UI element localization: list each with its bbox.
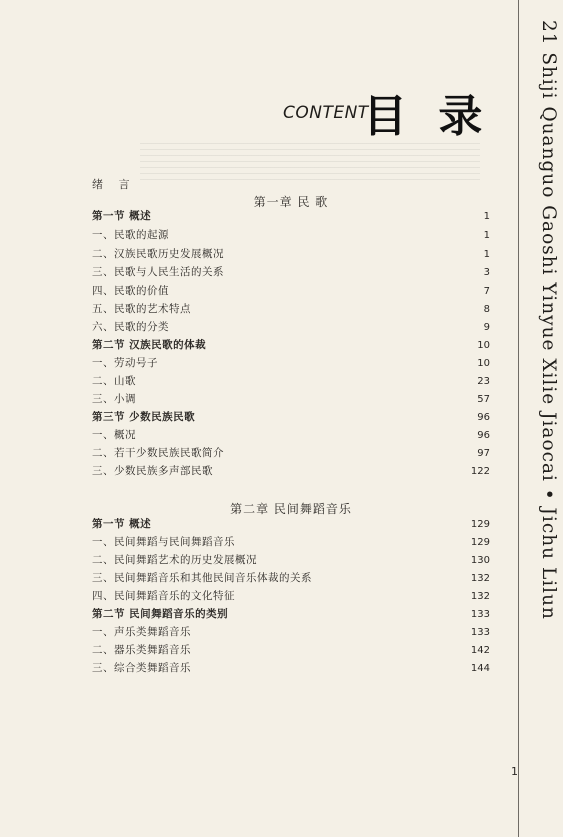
leader-dots: [155, 209, 480, 219]
content-label: CONTENT: [283, 103, 369, 123]
leader-dots: [140, 428, 474, 438]
toc-row-page: 96: [477, 430, 490, 441]
toc-row-label: 四、民间舞蹈音乐的文化特征: [92, 590, 235, 602]
toc-row[interactable]: [92, 265, 490, 279]
toc-row[interactable]: [92, 209, 490, 223]
toc-row[interactable]: [92, 392, 490, 406]
toc-row-label: 二、民间舞蹈艺术的历史发展概况: [92, 554, 257, 566]
toc-row-page: 132: [470, 591, 490, 602]
toc-row-label: 二、山歌: [92, 375, 136, 387]
leader-dots: [173, 320, 481, 330]
toc-row-label: 一、劳动号子: [92, 357, 158, 369]
toc-row-label: 第三节 少数民族民歌: [92, 411, 196, 423]
toc-row-page: 10: [477, 340, 490, 351]
toc-row[interactable]: [92, 284, 490, 298]
leader-dots: [140, 392, 474, 402]
page-number: 1: [511, 765, 518, 778]
toc-row-label: 二、器乐类舞蹈音乐: [92, 644, 191, 656]
toc-row-label: 一、声乐类舞蹈音乐: [92, 626, 191, 638]
toc-row-label: 二、汉族民歌历史发展概况: [92, 248, 224, 260]
leader-dots: [155, 517, 468, 527]
leader-dots: [232, 607, 468, 617]
toc-row[interactable]: [92, 535, 490, 549]
toc-row[interactable]: [92, 517, 490, 531]
toc-row[interactable]: [92, 643, 490, 657]
toc-row[interactable]: [92, 571, 490, 585]
leader-dots: [195, 302, 481, 312]
leader-dots: [228, 446, 474, 456]
toc-row-label: 五、民歌的艺术特点: [92, 303, 191, 315]
toc-row-label: 第一节 概述: [92, 210, 152, 222]
toc-row-page: 1: [483, 211, 490, 222]
toc-row-label: 第二节 民间舞蹈音乐的类别: [92, 608, 229, 620]
leader-dots: [228, 265, 481, 275]
series-title-vertical: 21 Shiji Quanguo Gaoshi Yinyue Xilie Jiaocai • Jichu Lilun: [538, 20, 559, 620]
toc-row-label: 二、若干少数民族民歌简介: [92, 447, 224, 459]
toc-row-page: 8: [483, 304, 490, 315]
toc-row-label: 第一节 概述: [92, 518, 152, 530]
margin-rule: [518, 0, 519, 837]
toc-row[interactable]: [92, 356, 490, 370]
toc-row-label: 四、民歌的价值: [92, 285, 169, 297]
toc-row-page: 142: [470, 645, 490, 656]
leader-dots: [140, 374, 474, 384]
toc-row[interactable]: [92, 625, 490, 639]
toc-row-page: 130: [470, 555, 490, 566]
toc-row-label: 三、小调: [92, 393, 136, 405]
toc-row-page: 1: [483, 230, 490, 241]
leader-dots: [195, 661, 468, 671]
leader-dots: [173, 284, 481, 294]
toc-row-page: 129: [470, 537, 490, 548]
toc-row-label: 一、民间舞蹈与民间舞蹈音乐: [92, 536, 235, 548]
toc-row[interactable]: [92, 228, 490, 242]
toc-row-label: 一、概况: [92, 429, 136, 441]
toc-row-label: 三、少数民族多声部民歌: [92, 465, 213, 477]
toc-row-page: 57: [477, 394, 490, 405]
toc-row-label: 六、民歌的分类: [92, 321, 169, 333]
toc-row-page: 132: [470, 573, 490, 584]
toc-row-label: 三、民歌与人民生活的关系: [92, 266, 224, 278]
toc-row-page: 9: [483, 322, 490, 333]
leader-dots: [261, 553, 468, 563]
toc-row-page: 133: [470, 609, 490, 620]
toc-row[interactable]: [92, 661, 490, 675]
bleed-through-texture: [140, 140, 480, 180]
toc-row[interactable]: [92, 410, 490, 424]
leader-dots: [239, 589, 468, 599]
toc-row-page: 133: [470, 627, 490, 638]
toc-row[interactable]: [92, 320, 490, 334]
toc-row-page: 23: [477, 376, 490, 387]
leader-dots: [217, 464, 468, 474]
leader-dots: [316, 571, 468, 581]
toc-row-page: 122: [470, 466, 490, 477]
toc-row[interactable]: [92, 607, 490, 621]
page-header: [0, 0, 518, 140]
toc-row-page: 7: [483, 286, 490, 297]
toc-row-label: 第二节 汉族民歌的体裁: [92, 339, 207, 351]
toc-intro[interactable]: 绪 言: [92, 178, 136, 191]
toc-row-page: 96: [477, 412, 490, 423]
toc-row[interactable]: [92, 302, 490, 316]
chapter-heading-1[interactable]: 第一章 民 歌: [253, 195, 329, 209]
leader-dots: [239, 535, 468, 545]
leader-dots: [195, 625, 468, 635]
toc-row[interactable]: [92, 446, 490, 460]
toc-row-page: 129: [470, 519, 490, 530]
toc-row[interactable]: [92, 464, 490, 478]
toc-row-page: 144: [470, 663, 490, 674]
leader-dots: [162, 356, 474, 366]
leader-dots: [195, 643, 468, 653]
toc-row[interactable]: [92, 589, 490, 603]
toc-row-label: 三、民间舞蹈音乐和其他民间音乐体裁的关系: [92, 572, 312, 584]
toc-row[interactable]: [92, 247, 490, 261]
leader-dots: [210, 338, 474, 348]
page-title: 目 录: [363, 91, 491, 142]
toc-row-label: 一、民歌的起源: [92, 229, 169, 241]
toc-row[interactable]: [92, 428, 490, 442]
leader-dots: [199, 410, 474, 420]
toc-row[interactable]: [92, 338, 490, 352]
toc-row-page: 97: [477, 448, 490, 459]
toc-row-page: 1: [483, 249, 490, 260]
toc-row-page: 3: [483, 267, 490, 278]
toc-row[interactable]: [92, 553, 490, 567]
toc-row-label: 三、综合类舞蹈音乐: [92, 662, 191, 674]
leader-dots: [228, 247, 481, 257]
toc-row-page: 10: [477, 358, 490, 369]
chapter-heading-2[interactable]: 第二章 民间舞蹈音乐: [230, 502, 352, 516]
leader-dots: [173, 228, 481, 238]
toc-row[interactable]: [92, 374, 490, 388]
